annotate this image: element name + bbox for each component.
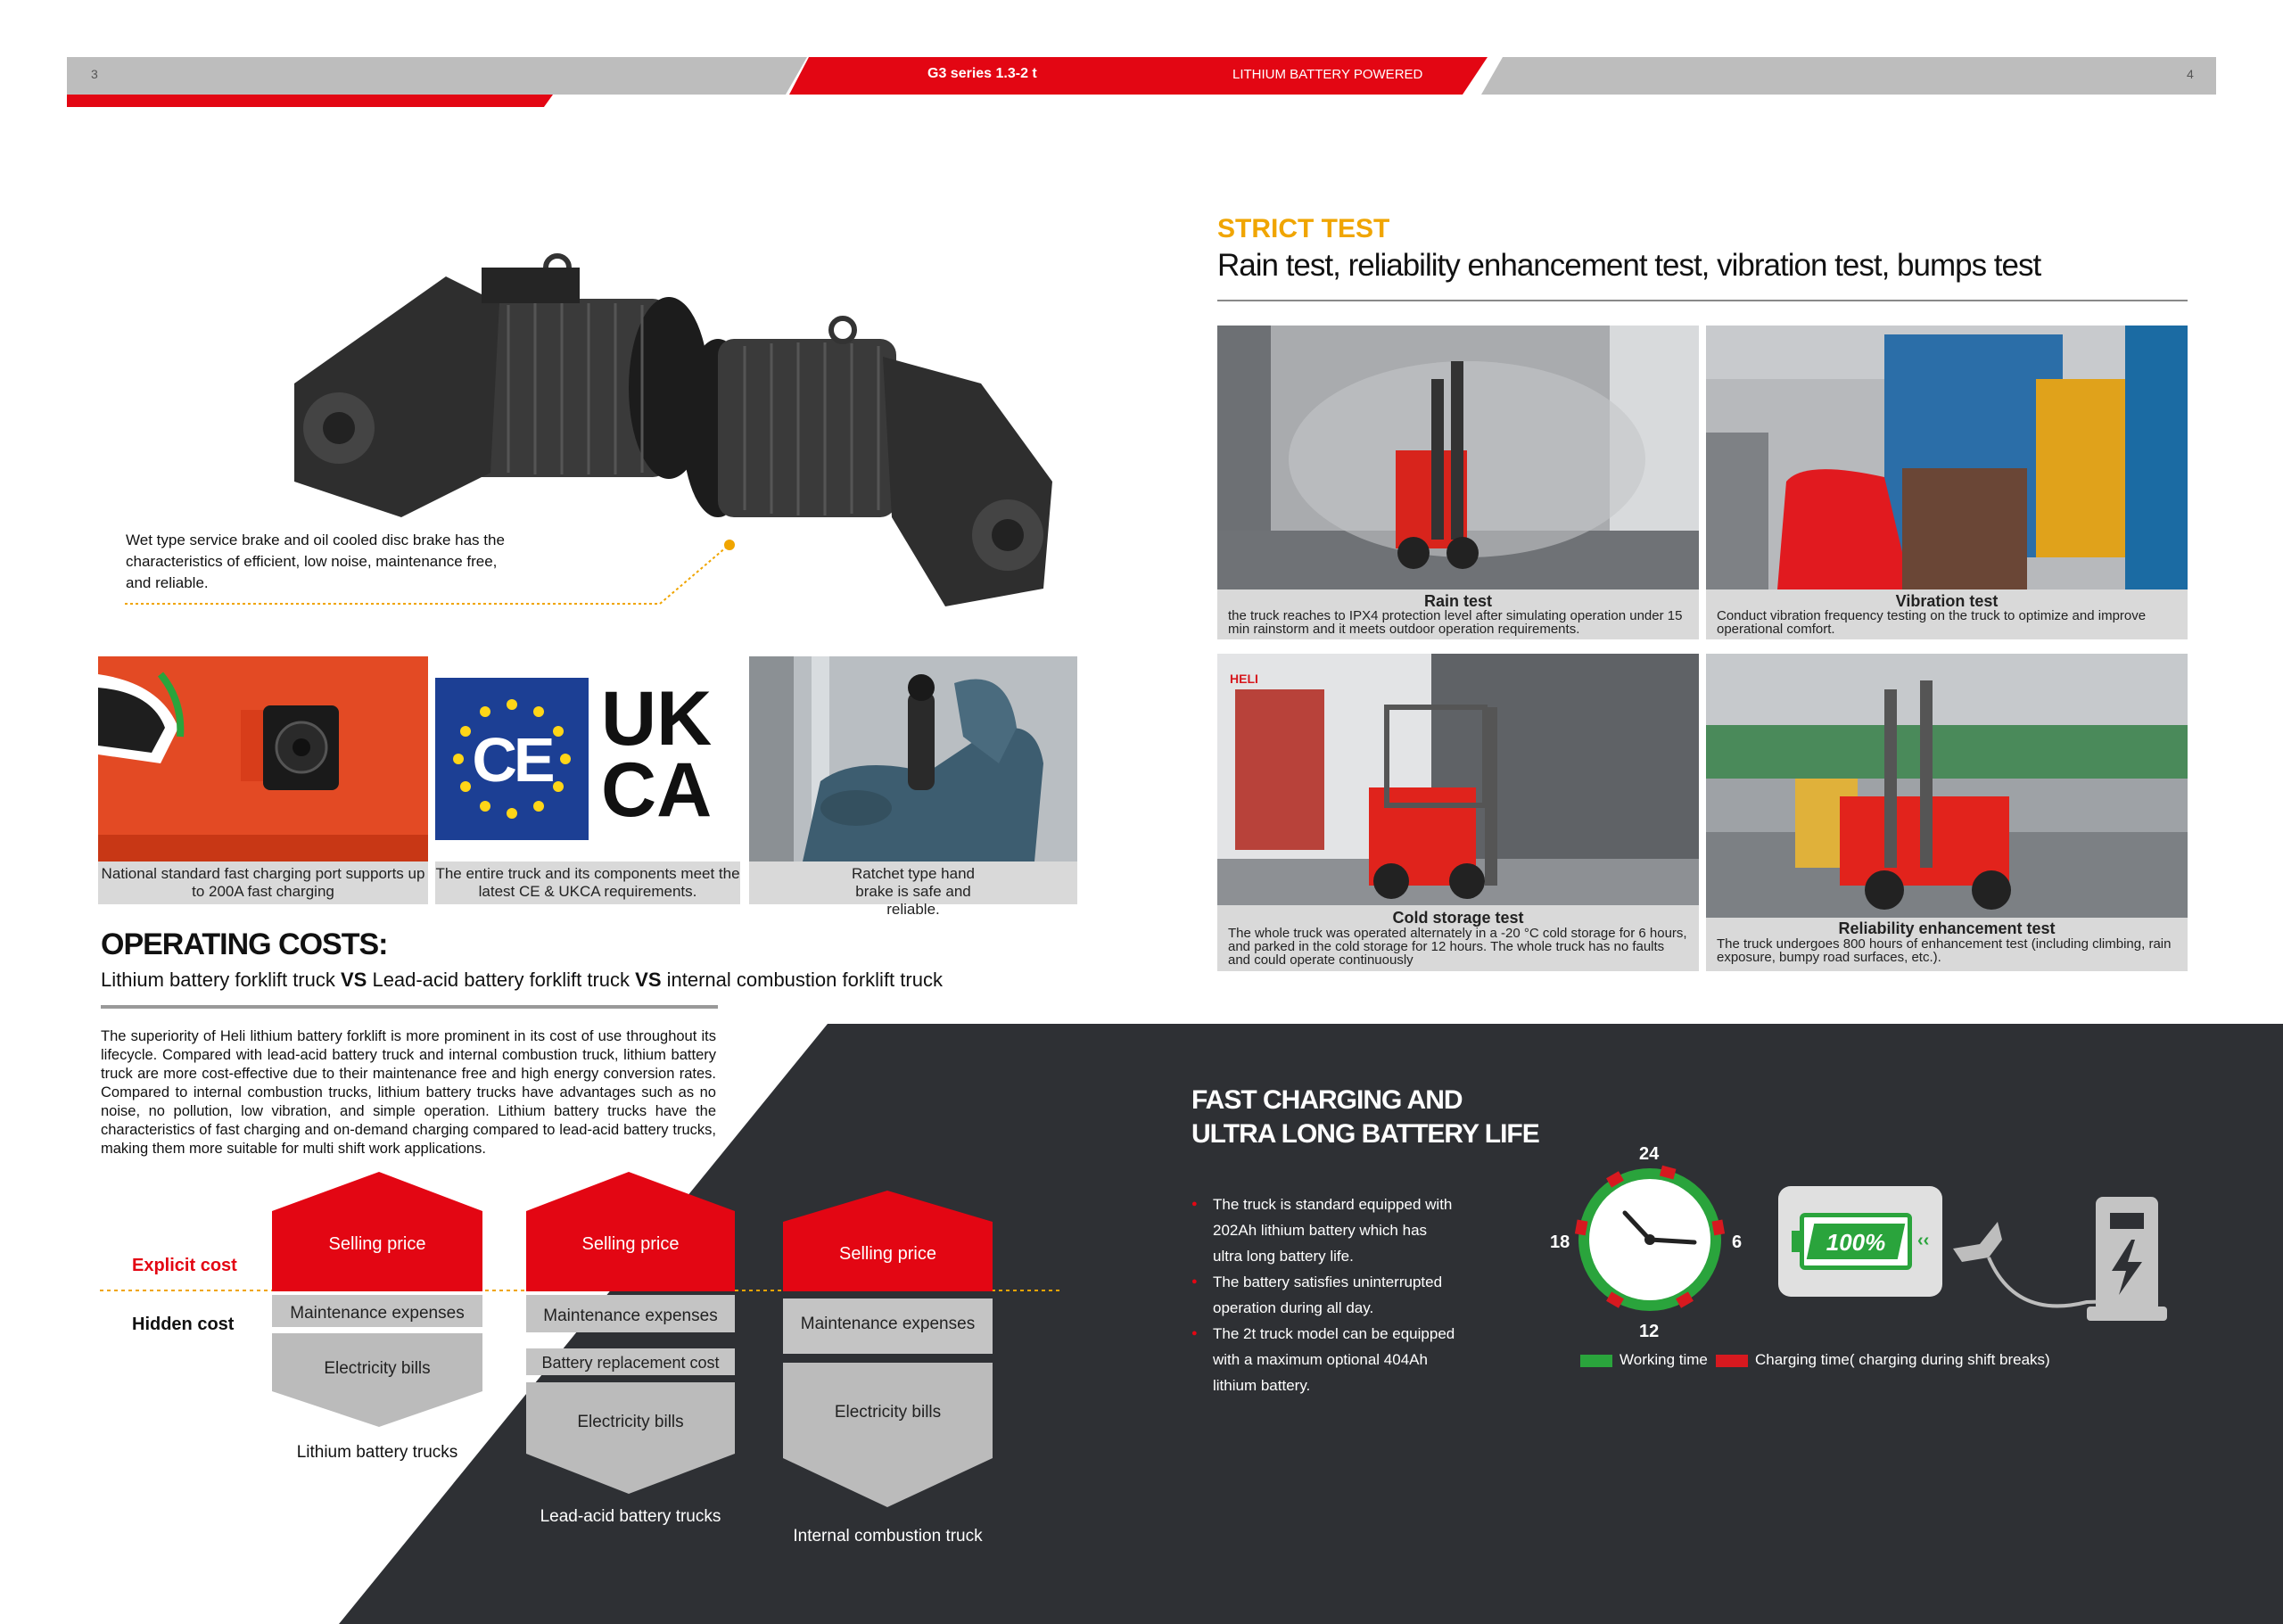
- column-label-combustion: Internal combustion truck: [793, 1527, 983, 1546]
- feature-caption-brake: Ratchet type hand brake is safe and reliable.: [749, 861, 1077, 904]
- column-label-lithium: Lithium battery trucks: [296, 1443, 458, 1462]
- test-name: Reliability enhancement test: [1838, 919, 2056, 937]
- costs-subtitle: [101, 969, 943, 992]
- charging-title: [1191, 1084, 1539, 1151]
- column-label-lead-acid: Lead-acid battery trucks: [540, 1507, 721, 1526]
- charging-signal-icon: ‹‹: [1917, 1231, 1930, 1250]
- test-name: Vibration test: [1895, 592, 1999, 610]
- legend-working-swatch: [1580, 1355, 1612, 1367]
- electricity-3: Electricity bills: [834, 1403, 942, 1422]
- maintenance-1: Maintenance expenses: [290, 1304, 465, 1323]
- battery-terminal: [1792, 1231, 1801, 1252]
- clock-label-12: 12: [1639, 1322, 1660, 1341]
- charging-bullet: ● The battery satisfies uninterrupted operation during all day.: [1191, 1269, 1459, 1321]
- page-number-right: 4: [2187, 67, 2194, 81]
- charger-icon: [1944, 1186, 2194, 1329]
- clock-label-6: 6: [1732, 1232, 1743, 1252]
- test-desc: Conduct vibration frequency testing on the truck to optimize and improve operational comfort.: [1717, 608, 2147, 637]
- electricity-2: Electricity bills: [577, 1413, 684, 1431]
- clock-label-18: 18: [1550, 1232, 1570, 1252]
- series-label: G3 series 1.3-2 t: [927, 66, 1037, 81]
- powered-label: LITHIUM BATTERY POWERED: [1232, 67, 1423, 82]
- charging-bullets: [1191, 1191, 1459, 1398]
- electricity-1: Electricity bills: [324, 1359, 431, 1378]
- test-desc: The whole truck was operated alternately in a -20 °C cold storage for 6 hours, and parked in the cold storage for 12 hours. The whole truck has no faults and could operate continuously: [1228, 926, 1687, 968]
- legend-charging-label: Charging time( charging during shift breaks): [1755, 1351, 2050, 1368]
- legend-working-label: Working time: [1620, 1351, 1708, 1368]
- charging-bullet: ● The 2t truck model can be equipped with a maximum optional 404Ah lithium battery.: [1191, 1321, 1459, 1398]
- battery-replacement: Battery replacement cost: [541, 1354, 720, 1372]
- battery-icon: [1778, 1186, 1942, 1297]
- charging-title-line-1: FAST CHARGING AND: [1191, 1085, 1463, 1115]
- feature-caption-ce: The entire truck and its components meet the latest CE & UKCA requirements.: [435, 861, 740, 904]
- clock-label-24: 24: [1639, 1144, 1660, 1164]
- ukca-line-2: CA: [601, 747, 713, 833]
- costs-title: OPERATING COSTS:: [101, 927, 388, 961]
- maintenance-2: Maintenance expenses: [543, 1307, 718, 1325]
- selling-price-2: Selling price: [581, 1234, 680, 1254]
- costs-sub-b: Lead-acid battery forklift truck: [367, 969, 636, 991]
- costs-sub-c: internal combustion forklift truck: [661, 969, 943, 991]
- ukca-line-1: UK: [601, 676, 713, 762]
- stable-title: TABLE AND RELIABLE: [102, 103, 453, 140]
- ce-mark: CE: [472, 725, 552, 795]
- test-desc: The truck undergoes 800 hours of enhancement test (including climbing, rain exposure, bumpy road surfaces, etc.).: [1717, 936, 2172, 965]
- vs-label: VS: [340, 969, 367, 991]
- stable-text: The product is designed with the concept of stability and reliability, and has undergone multiple rigorous tests and verifications.: [102, 150, 411, 227]
- charging-title-line-2: ULTRA LONG BATTERY LIFE: [1191, 1119, 1539, 1149]
- charging-bullet: ● The truck is standard equipped with 202Ah lithium battery which has ultra long battery life.: [1191, 1191, 1459, 1269]
- selling-price-3: Selling price: [839, 1244, 936, 1264]
- clock-icon: [1570, 1150, 1730, 1329]
- brake-note: Wet type service brake and oil cooled disc brake has the characteristics of efficient, low noise, maintenance free, and reliable.: [126, 532, 505, 591]
- heli-sign: HELI: [1230, 672, 1258, 686]
- legend-charging-swatch: [1716, 1355, 1748, 1367]
- test-desc: the truck reaches to IPX4 protection level after simulating operation under 15 min rainstorm and it meets outdoor operation requirements.: [1228, 608, 1683, 637]
- maintenance-3: Maintenance expenses: [800, 1315, 976, 1333]
- explicit-cost-label: Explicit cost: [132, 1256, 237, 1275]
- costs-sub-a: Lithium battery forklift truck: [101, 969, 341, 991]
- feature-caption-charging: National standard fast charging port supports up to 200A fast charging: [98, 861, 428, 904]
- costs-divider: [101, 1005, 718, 1009]
- strict-title: Rain test, reliability enhancement test, vibration test, bumps test: [1217, 248, 2041, 283]
- page-number-left: 3: [91, 67, 98, 81]
- selling-price-1: Selling price: [328, 1234, 426, 1254]
- test-name: Cold storage test: [1392, 909, 1524, 927]
- costs-paragraph: The superiority of Heli lithium battery forklift is more prominent in its cost of use throughout its lifecycle. Compared with lead-acid battery truck and internal combustion truck, lithium battery truck are more cost-effective due to their maintenance free and high energy conversion rates. Compared to internal combustion trucks, lithium battery trucks have advantages such as no noise, no pollution, low vibration, and simple operation. Lithium battery trucks have the characteristics of fast charging and on-demand charging compared to lead-acid battery trucks, making them more suitable for multi shift work applications.: [101, 1028, 716, 1157]
- battery-percent: 100%: [1826, 1229, 1886, 1256]
- strict-kicker: STRICT TEST: [1217, 214, 1390, 243]
- test-name: Rain test: [1423, 592, 1493, 610]
- hidden-cost-label: Hidden cost: [132, 1315, 235, 1334]
- vs-label: VS: [635, 969, 662, 991]
